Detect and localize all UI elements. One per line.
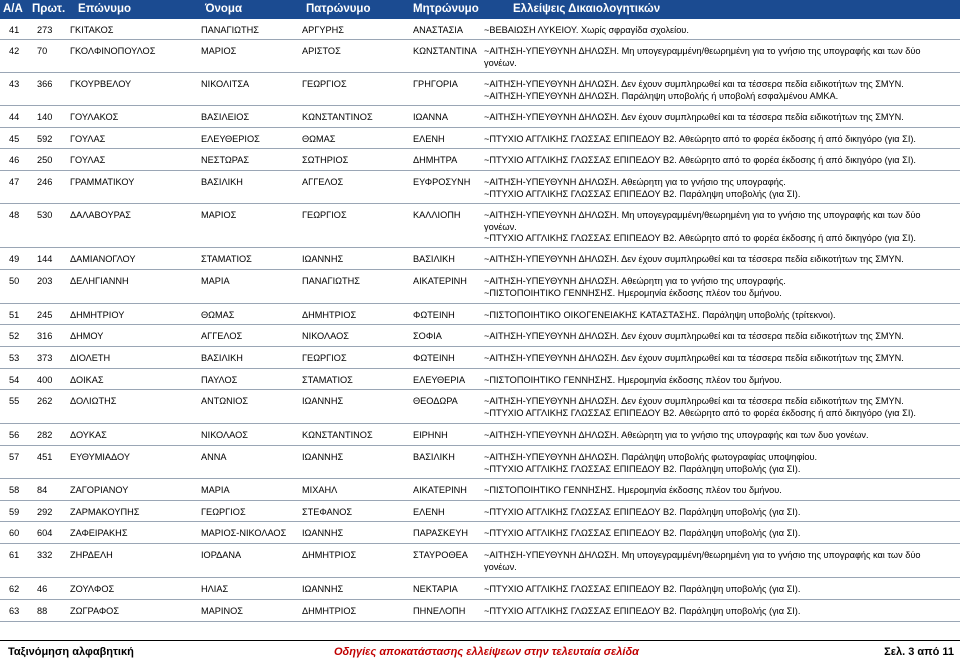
cell-aa: 42 bbox=[9, 46, 20, 56]
cell-mother: ΠΑΡΑΣΚΕΥΗ bbox=[413, 528, 469, 538]
table-row bbox=[0, 578, 960, 600]
cell-prot: 70 bbox=[37, 46, 48, 56]
cell-mother: ΑΙΚΑΤΕΡΙΝΗ bbox=[413, 276, 467, 286]
cell-aa: 63 bbox=[9, 606, 20, 616]
cell-surname: ΖΑΡΜΑΚΟΥΠΗΣ bbox=[70, 507, 140, 517]
col-mother: Μητρώνυμο bbox=[413, 3, 479, 15]
cell-prot: 46 bbox=[37, 584, 48, 594]
cell-aa: 56 bbox=[9, 430, 20, 440]
cell-prot: 88 bbox=[37, 606, 48, 616]
cell-notes bbox=[484, 507, 954, 519]
note-line: ~ΑΙΤΗΣΗ-ΥΠΕΥΘΥΝΗ ΔΗΛΩΣΗ. Δεν έχουν συμπληρωθεί και τα τέσσερα πεδία ειδικοτήτων της ΣΜΥΝ. bbox=[484, 353, 904, 363]
table-row bbox=[0, 479, 960, 501]
note-line: ~ΑΙΤΗΣΗ-ΥΠΕΥΘΥΝΗ ΔΗΛΩΣΗ. Αθεώρητη για το γνήσιο της υπογραφής. bbox=[484, 276, 786, 286]
cell-name: ΠΑΥΛΟΣ bbox=[201, 375, 238, 385]
cell-prot: 245 bbox=[37, 310, 53, 320]
cell-aa: 52 bbox=[9, 331, 20, 341]
cell-surname: ΓΚΟΥΡΒΕΛΟΥ bbox=[70, 79, 132, 89]
applicants-table bbox=[0, 19, 960, 622]
cell-surname: ΓΟΥΛΑΣ bbox=[70, 134, 106, 144]
cell-surname: ΖΑΓΟΡΙΑΝΟΥ bbox=[70, 485, 129, 495]
cell-mother: ΕΛΕΝΗ bbox=[413, 507, 445, 517]
cell-mother: ΦΩΤΕΙΝΗ bbox=[413, 353, 455, 363]
cell-notes bbox=[484, 134, 954, 146]
cell-father: ΔΗΜΗΤΡΙΟΣ bbox=[302, 310, 357, 320]
cell-surname: ΓΟΥΛΑΚΟΣ bbox=[70, 112, 119, 122]
table-row bbox=[0, 73, 960, 106]
cell-aa: 58 bbox=[9, 485, 20, 495]
cell-notes bbox=[484, 177, 954, 200]
cell-name: ΘΩΜΑΣ bbox=[201, 310, 235, 320]
cell-notes bbox=[484, 606, 954, 618]
cell-father: ΙΩΑΝΝΗΣ bbox=[302, 254, 344, 264]
cell-surname: ΖΟΥΛΦΟΣ bbox=[70, 584, 115, 594]
cell-prot: 316 bbox=[37, 331, 53, 341]
footer-sort: Ταξινόμηση αλφαβητική bbox=[8, 646, 134, 658]
cell-prot: 530 bbox=[37, 210, 53, 220]
cell-aa: 47 bbox=[9, 177, 20, 187]
cell-prot: 373 bbox=[37, 353, 53, 363]
table-row bbox=[0, 424, 960, 446]
note-line: ~ΑΙΤΗΣΗ-ΥΠΕΥΘΥΝΗ ΔΗΛΩΣΗ. Μη υπογεγραμμένη/θεωρημένη για το γνήσιο της υπογραφής και των δύο γονέων. bbox=[484, 46, 921, 68]
cell-father: ΙΩΑΝΝΗΣ bbox=[302, 584, 344, 594]
table-row bbox=[0, 600, 960, 622]
cell-notes bbox=[484, 452, 954, 475]
col-father: Πατρώνυμο bbox=[306, 3, 371, 15]
cell-father: ΚΩΝΣΤΑΝΤΙΝΟΣ bbox=[302, 112, 373, 122]
cell-notes bbox=[484, 276, 954, 299]
note-line: ~ΑΙΤΗΣΗ-ΥΠΕΥΘΥΝΗ ΔΗΛΩΣΗ. Δεν έχουν συμπληρωθεί και τα τέσσερα πεδία ειδικοτήτων της ΣΜΥΝ. bbox=[484, 331, 904, 341]
cell-mother: ΚΑΛΛΙΟΠΗ bbox=[413, 210, 461, 220]
cell-surname: ΔΑΜΙΑΝΟΓΛΟΥ bbox=[70, 254, 136, 264]
cell-father: ΑΡΙΣΤΟΣ bbox=[302, 46, 341, 56]
cell-name: ΑΝΤΩΝΙΟΣ bbox=[201, 396, 249, 406]
note-line: ~ΠΤΥΧΙΟ ΑΓΓΛΙΚΗΣ ΓΛΩΣΣΑΣ ΕΠΙΠΕΔΟΥ Β2. Αθεώρητο από το φορέα έκδοσης ή από δικηγόρο (για ΣΙ). bbox=[484, 233, 916, 244]
table-row bbox=[0, 106, 960, 128]
cell-aa: 62 bbox=[9, 584, 20, 594]
note-line: ~ΠΤΥΧΙΟ ΑΓΓΛΙΚΗΣ ΓΛΩΣΣΑΣ ΕΠΙΠΕΔΟΥ Β2. Παράληψη υποβολής (για ΣΙ). bbox=[484, 188, 801, 199]
col-name: Όνομα bbox=[205, 3, 243, 15]
cell-mother: ΦΩΤΕΙΝΗ bbox=[413, 310, 455, 320]
cell-aa: 50 bbox=[9, 276, 20, 286]
cell-mother: ΣΟΦΙΑ bbox=[413, 331, 442, 341]
cell-father: ΙΩΑΝΝΗΣ bbox=[302, 452, 344, 462]
cell-notes bbox=[484, 485, 954, 497]
col-prot: Πρωτ. bbox=[32, 3, 66, 15]
note-line: ~ΠΤΥΧΙΟ ΑΓΓΛΙΚΗΣ ΓΛΩΣΣΑΣ ΕΠΙΠΕΔΟΥ Β2. Παράληψη υποβολής (για ΣΙ). bbox=[484, 463, 801, 474]
table-row bbox=[0, 522, 960, 544]
cell-notes bbox=[484, 430, 954, 442]
cell-name: ΜΑΡΙΟΣ bbox=[201, 46, 237, 56]
cell-father: ΔΗΜΗΤΡΙΟΣ bbox=[302, 550, 357, 560]
cell-surname: ΔΗΜΗΤΡΙΟΥ bbox=[70, 310, 125, 320]
cell-surname: ΖΩΓΡΑΦΟΣ bbox=[70, 606, 120, 616]
cell-name: ΓΕΩΡΓΙΟΣ bbox=[201, 507, 246, 517]
cell-aa: 48 bbox=[9, 210, 20, 220]
cell-prot: 292 bbox=[37, 507, 53, 517]
note-line: ~ΠΤΥΧΙΟ ΑΓΓΛΙΚΗΣ ΓΛΩΣΣΑΣ ΕΠΙΠΕΔΟΥ Β2. Παράληψη υποβολής (για ΣΙ). bbox=[484, 606, 801, 616]
cell-prot: 250 bbox=[37, 155, 53, 165]
cell-surname: ΔΗΜΟΥ bbox=[70, 331, 104, 341]
cell-name: ΒΑΣΙΛΕΙΟΣ bbox=[201, 112, 250, 122]
cell-mother: ΑΝΑΣΤΑΣΙΑ bbox=[413, 25, 463, 35]
cell-aa: 45 bbox=[9, 134, 20, 144]
cell-name: ΝΙΚΟΛΑΟΣ bbox=[201, 430, 248, 440]
cell-mother: ΕΛΕΝΗ bbox=[413, 134, 445, 144]
table-row bbox=[0, 204, 960, 248]
note-line: ~ΑΙΤΗΣΗ-ΥΠΕΥΘΥΝΗ ΔΗΛΩΣΗ. Δεν έχουν συμπληρωθεί και τα τέσσερα πεδία ειδικοτήτων της ΣΜΥΝ. bbox=[484, 254, 904, 264]
table-row bbox=[0, 347, 960, 369]
note-line: ~ΠΤΥΧΙΟ ΑΓΓΛΙΚΗΣ ΓΛΩΣΣΑΣ ΕΠΙΠΕΔΟΥ Β2. Παράληψη υποβολής (για ΣΙ). bbox=[484, 584, 801, 594]
cell-notes bbox=[484, 254, 954, 266]
cell-notes bbox=[484, 375, 954, 387]
cell-mother: ΙΩΑΝΝΑ bbox=[413, 112, 448, 122]
cell-father: ΣΤΕΦΑΝΟΣ bbox=[302, 507, 353, 517]
cell-aa: 43 bbox=[9, 79, 20, 89]
table-row bbox=[0, 248, 960, 270]
table-row bbox=[0, 369, 960, 390]
cell-name: ΕΛΕΥΘΕΡΙΟΣ bbox=[201, 134, 260, 144]
cell-mother: ΝΕΚΤΑΡΙΑ bbox=[413, 584, 458, 594]
col-surname: Επώνυμο bbox=[78, 3, 132, 15]
cell-prot: 451 bbox=[37, 452, 53, 462]
note-line: ~ΠΤΥΧΙΟ ΑΓΓΛΙΚΗΣ ΓΛΩΣΣΑΣ ΕΠΙΠΕΔΟΥ Β2. Αθεώρητο από το φορέα έκδοσης ή από δικηγόρο (για ΣΙ). bbox=[484, 155, 916, 165]
note-line: ~ΑΙΤΗΣΗ-ΥΠΕΥΘΥΝΗ ΔΗΛΩΣΗ. Μη υπογεγραμμένη/θεωρημένη για το γνήσιο της υπογραφής και των δύο γονέων. bbox=[484, 210, 921, 232]
cell-father: ΝΙΚΟΛΑΟΣ bbox=[302, 331, 349, 341]
table-row bbox=[0, 40, 960, 73]
cell-prot: 282 bbox=[37, 430, 53, 440]
cell-father: ΑΡΓΥΡΗΣ bbox=[302, 25, 344, 35]
cell-notes bbox=[484, 550, 954, 573]
cell-name: ΜΑΡΙΟΣ bbox=[201, 210, 237, 220]
cell-mother: ΕΥΦΡΟΣΥΝΗ bbox=[413, 177, 471, 187]
note-line: ~ΠΙΣΤΟΠΟΙΗΤΙΚΟ ΓΕΝΝΗΣΗΣ. Ημερομηνία έκδοσης πλέον του δμήνου. bbox=[484, 287, 782, 298]
cell-aa: 53 bbox=[9, 353, 20, 363]
cell-name: ΜΑΡΙΟΣ-ΝΙΚΟΛΑΟΣ bbox=[201, 528, 287, 538]
note-line: ~ΑΙΤΗΣΗ-ΥΠΕΥΘΥΝΗ ΔΗΛΩΣΗ. Αθεώρητη για το γνήσιο της υπογραφής. bbox=[484, 177, 786, 187]
cell-father: ΘΩΜΑΣ bbox=[302, 134, 336, 144]
cell-aa: 61 bbox=[9, 550, 20, 560]
cell-notes bbox=[484, 112, 954, 124]
cell-name: ΜΑΡΙΝΟΣ bbox=[201, 606, 243, 616]
note-line: ~ΑΙΤΗΣΗ-ΥΠΕΥΘΥΝΗ ΔΗΛΩΣΗ. Δεν έχουν συμπληρωθεί και τα τέσσερα πεδία ειδικοτήτων της ΣΜΥΝ. bbox=[484, 79, 904, 89]
cell-notes bbox=[484, 79, 954, 102]
note-line: ~ΠΤΥΧΙΟ ΑΓΓΛΙΚΗΣ ΓΛΩΣΣΑΣ ΕΠΙΠΕΔΟΥ Β2. Αθεώρητο από το φορέα έκδοσης ή από δικηγόρο (για ΣΙ). bbox=[484, 407, 916, 418]
note-line: ~ΠΤΥΧΙΟ ΑΓΓΛΙΚΗΣ ΓΛΩΣΣΑΣ ΕΠΙΠΕΔΟΥ Β2. Παράληψη υποβολής (για ΣΙ). bbox=[484, 528, 801, 538]
table-row bbox=[0, 128, 960, 149]
cell-name: ΒΑΣΙΛΙΚΗ bbox=[201, 177, 243, 187]
cell-mother: ΕΙΡΗΝΗ bbox=[413, 430, 448, 440]
cell-surname: ΓΚΟΛΦΙΝΟΠΟΥΛΟΣ bbox=[70, 46, 156, 56]
col-missing: Ελλείψεις Δικαιολογητικών bbox=[513, 3, 661, 15]
cell-name: ΗΛΙΑΣ bbox=[201, 584, 229, 594]
cell-name: ΜΑΡΙΑ bbox=[201, 485, 230, 495]
cell-father: ΣΤΑΜΑΤΙΟΣ bbox=[302, 375, 353, 385]
cell-name: ΙΟΡΔΑΝΑ bbox=[201, 550, 242, 560]
cell-name: ΠΑΝΑΓΙΩΤΗΣ bbox=[201, 25, 259, 35]
table-row bbox=[0, 325, 960, 347]
cell-surname: ΔΟΙΚΑΣ bbox=[70, 375, 104, 385]
cell-father: ΜΙΧΑΗΛ bbox=[302, 485, 338, 495]
cell-father: ΓΕΩΡΓΙΟΣ bbox=[302, 79, 347, 89]
cell-prot: 84 bbox=[37, 485, 48, 495]
note-line: ~ΑΙΤΗΣΗ-ΥΠΕΥΘΥΝΗ ΔΗΛΩΣΗ. Παράληψη υποβολής φωτογραφίας υποψηφίου. bbox=[484, 452, 818, 462]
cell-prot: 400 bbox=[37, 375, 53, 385]
table-row bbox=[0, 270, 960, 304]
cell-notes bbox=[484, 310, 954, 322]
cell-mother: ΘΕΟΔΩΡΑ bbox=[413, 396, 458, 406]
cell-aa: 51 bbox=[9, 310, 20, 320]
table-row bbox=[0, 544, 960, 578]
col-aa: Α/Α bbox=[3, 3, 23, 15]
cell-prot: 273 bbox=[37, 25, 53, 35]
note-line: ~ΠΙΣΤΟΠΟΙΗΤΙΚΟ ΓΕΝΝΗΣΗΣ. Ημερομηνία έκδοσης πλέον του δμήνου. bbox=[484, 485, 782, 495]
cell-father: ΚΩΝΣΤΑΝΤΙΝΟΣ bbox=[302, 430, 373, 440]
cell-surname: ΓΟΥΛΑΣ bbox=[70, 155, 106, 165]
cell-surname: ΓΡΑΜΜΑΤΙΚΟΥ bbox=[70, 177, 135, 187]
cell-mother: ΒΑΣΙΛΙΚΗ bbox=[413, 452, 455, 462]
table-row bbox=[0, 390, 960, 424]
table-row bbox=[0, 304, 960, 325]
cell-aa: 57 bbox=[9, 452, 20, 462]
note-line: ~ΠΤΥΧΙΟ ΑΓΓΛΙΚΗΣ ΓΛΩΣΣΑΣ ΕΠΙΠΕΔΟΥ Β2. Αθεώρητο από το φορέα έκδοσης ή από δικηγόρο (για ΣΙ). bbox=[484, 134, 916, 144]
cell-father: ΙΩΑΝΝΗΣ bbox=[302, 528, 344, 538]
cell-aa: 49 bbox=[9, 254, 20, 264]
table-row bbox=[0, 19, 960, 40]
note-line: ~ΒΕΒΑΙΩΣΗ ΛΥΚΕΙΟΥ. Χωρίς σφραγίδα σχολείου. bbox=[484, 25, 689, 35]
cell-aa: 41 bbox=[9, 25, 20, 35]
cell-prot: 203 bbox=[37, 276, 53, 286]
note-line: ~ΑΙΤΗΣΗ-ΥΠΕΥΘΥΝΗ ΔΗΛΩΣΗ. Δεν έχουν συμπληρωθεί και τα τέσσερα πεδία ειδικοτήτων της ΣΜΥΝ. bbox=[484, 112, 904, 122]
cell-notes bbox=[484, 331, 954, 343]
cell-prot: 262 bbox=[37, 396, 53, 406]
cell-mother: ΑΙΚΑΤΕΡΙΝΗ bbox=[413, 485, 467, 495]
cell-mother: ΕΛΕΥΘΕΡΙΑ bbox=[413, 375, 466, 385]
note-line: ~ΠΙΣΤΟΠΟΙΗΤΙΚΟ ΟΙΚΟΓΕΝΕΙΑΚΗΣ ΚΑΤΑΣΤΑΣΗΣ. Παράληψη υποβολής (τρίτεκνοι). bbox=[484, 310, 836, 320]
cell-notes bbox=[484, 46, 954, 69]
cell-aa: 54 bbox=[9, 375, 20, 385]
cell-name: ΝΙΚΟΛΙΤΣΑ bbox=[201, 79, 250, 89]
cell-mother: ΔΗΜΗΤΡΑ bbox=[413, 155, 458, 165]
cell-surname: ΔΑΛΑΒΟΥΡΑΣ bbox=[70, 210, 131, 220]
cell-name: ΑΓΓΕΛΟΣ bbox=[201, 331, 243, 341]
cell-name: ΣΤΑΜΑΤΙΟΣ bbox=[201, 254, 252, 264]
cell-surname: ΖΑΦΕΙΡΑΚΗΣ bbox=[70, 528, 128, 538]
cell-mother: ΣΤΑΥΡΟΘΕΑ bbox=[413, 550, 468, 560]
cell-father: ΑΓΓΕΛΟΣ bbox=[302, 177, 344, 187]
cell-father: ΠΑΝΑΓΙΩΤΗΣ bbox=[302, 276, 360, 286]
cell-mother: ΚΩΝΣΤΑΝΤΙΝΑ bbox=[413, 46, 477, 56]
cell-father: ΙΩΑΝΝΗΣ bbox=[302, 396, 344, 406]
table-row bbox=[0, 446, 960, 479]
cell-father: ΔΗΜΗΤΡΙΟΣ bbox=[302, 606, 357, 616]
cell-surname: ΔΕΛΗΓΙΑΝΝΗ bbox=[70, 276, 129, 286]
table-row bbox=[0, 171, 960, 204]
cell-prot: 140 bbox=[37, 112, 53, 122]
footer-instructions: Οδηγίες αποκατάστασης ελλείψεων στην τελευταία σελίδα bbox=[334, 646, 639, 658]
note-line: ~ΑΙΤΗΣΗ-ΥΠΕΥΘΥΝΗ ΔΗΛΩΣΗ. Μη υπογεγραμμένη/θεωρημένη για το γνήσιο της υπογραφής και των δύο γονέων. bbox=[484, 550, 921, 572]
cell-surname: ΖΗΡΔΕΛΗ bbox=[70, 550, 113, 560]
cell-surname: ΓΚΙΤΑΚΟΣ bbox=[70, 25, 114, 35]
cell-notes bbox=[484, 353, 954, 365]
cell-aa: 55 bbox=[9, 396, 20, 406]
cell-prot: 332 bbox=[37, 550, 53, 560]
note-line: ~ΑΙΤΗΣΗ-ΥΠΕΥΘΥΝΗ ΔΗΛΩΣΗ. Παράληψη υποβολής ή υποβολή εσφαλμένου ΑΜΚΑ. bbox=[484, 90, 839, 101]
cell-surname: ΔΙΟΛΕΤΗ bbox=[70, 353, 111, 363]
cell-prot: 604 bbox=[37, 528, 53, 538]
cell-mother: ΓΡΗΓΟΡΙΑ bbox=[413, 79, 458, 89]
note-line: ~ΑΙΤΗΣΗ-ΥΠΕΥΘΥΝΗ ΔΗΛΩΣΗ. Δεν έχουν συμπληρωθεί και τα τέσσερα πεδία ειδικοτήτων της ΣΜΥΝ. bbox=[484, 396, 904, 406]
cell-prot: 144 bbox=[37, 254, 53, 264]
cell-notes bbox=[484, 584, 954, 596]
footer-page: Σελ. 3 από 11 bbox=[884, 646, 954, 658]
cell-prot: 592 bbox=[37, 134, 53, 144]
cell-notes bbox=[484, 25, 954, 37]
cell-name: ΒΑΣΙΛΙΚΗ bbox=[201, 353, 243, 363]
cell-name: ΑΝΝΑ bbox=[201, 452, 227, 462]
table-row bbox=[0, 501, 960, 522]
table-row bbox=[0, 149, 960, 171]
cell-name: ΜΑΡΙΑ bbox=[201, 276, 230, 286]
cell-father: ΣΩΤΗΡΙΟΣ bbox=[302, 155, 349, 165]
note-line: ~ΑΙΤΗΣΗ-ΥΠΕΥΘΥΝΗ ΔΗΛΩΣΗ. Αθεώρητη για το γνήσιο της υπογραφής και των δυο γονέων. bbox=[484, 430, 869, 440]
cell-notes bbox=[484, 528, 954, 540]
note-line: ~ΠΙΣΤΟΠΟΙΗΤΙΚΟ ΓΕΝΝΗΣΗΣ. Ημερομηνία έκδοσης πλέον του δμήνου. bbox=[484, 375, 782, 385]
cell-notes bbox=[484, 210, 954, 245]
cell-aa: 44 bbox=[9, 112, 20, 122]
cell-prot: 246 bbox=[37, 177, 53, 187]
cell-father: ΓΕΩΡΓΙΟΣ bbox=[302, 353, 347, 363]
cell-aa: 60 bbox=[9, 528, 20, 538]
cell-name: ΝΕΣΤΩΡΑΣ bbox=[201, 155, 250, 165]
table-header bbox=[0, 0, 960, 19]
cell-father: ΓΕΩΡΓΙΟΣ bbox=[302, 210, 347, 220]
cell-surname: ΔΟΥΚΑΣ bbox=[70, 430, 107, 440]
note-line: ~ΠΤΥΧΙΟ ΑΓΓΛΙΚΗΣ ΓΛΩΣΣΑΣ ΕΠΙΠΕΔΟΥ Β2. Παράληψη υποβολής (για ΣΙ). bbox=[484, 507, 801, 517]
cell-aa: 46 bbox=[9, 155, 20, 165]
cell-notes bbox=[484, 155, 954, 167]
cell-notes bbox=[484, 396, 954, 419]
cell-surname: ΕΥΘΥΜΙΑΔΟΥ bbox=[70, 452, 130, 462]
cell-mother: ΒΑΣΙΛΙΚΗ bbox=[413, 254, 455, 264]
cell-prot: 366 bbox=[37, 79, 53, 89]
cell-surname: ΔΟΛΙΩΤΗΣ bbox=[70, 396, 117, 406]
page-footer bbox=[0, 640, 960, 662]
cell-mother: ΠΗΝΕΛΟΠΗ bbox=[413, 606, 466, 616]
cell-aa: 59 bbox=[9, 507, 20, 517]
